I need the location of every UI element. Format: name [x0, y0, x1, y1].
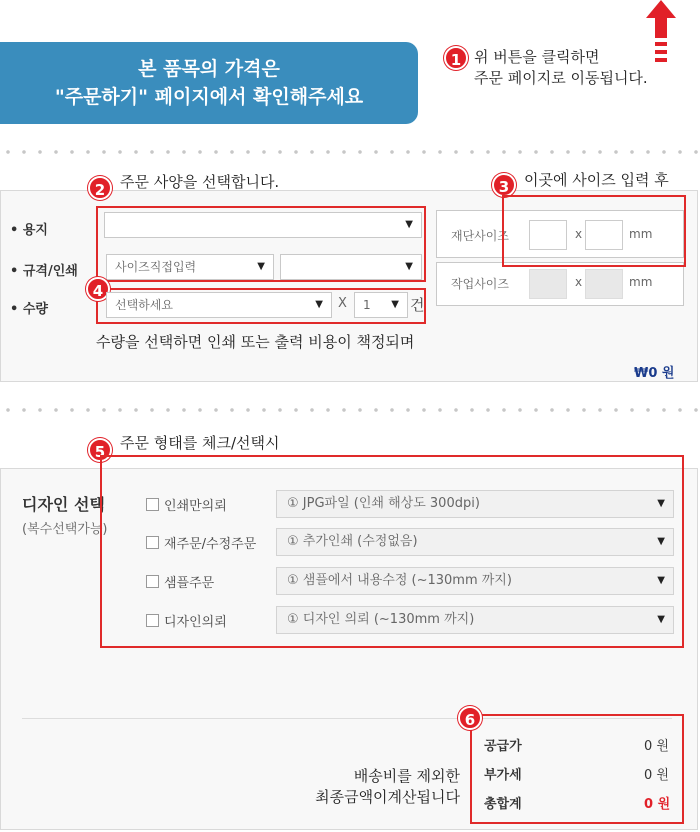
option-label: 재주문/수정주문 — [164, 537, 257, 552]
count-unit: 건 — [410, 296, 425, 314]
note-1-line-2: 주문 페이지로 이동됩니다. — [474, 69, 648, 87]
design-subtitle: (복수선택가능) — [22, 522, 108, 537]
quantity-select-value: 선택하세요 — [115, 298, 173, 312]
supply-value: 0 원 — [644, 739, 669, 754]
print-select[interactable] — [280, 254, 422, 280]
vat-label: 부가세 — [484, 768, 522, 783]
option-label: 샘플주문 — [164, 576, 215, 591]
design-option-row — [146, 528, 676, 558]
dropdown-arrow-icon: ▼ — [657, 536, 665, 547]
size-select-value: 사이즈직접입력 — [115, 260, 197, 274]
note-4: 수량을 선택하면 인쇄 또는 출력 비용이 책정되며 — [96, 333, 415, 351]
step-badge-2: 2 — [88, 176, 112, 200]
paper-select[interactable] — [104, 212, 422, 238]
option-select-value: ① 추가인쇄 (수정없음) — [287, 534, 418, 549]
option-select-value: ① JPG파일 (인쇄 해상도 300dpi) — [287, 496, 480, 511]
final-note-line-1: 배송비를 제외한 — [353, 767, 460, 785]
dropdown-arrow-icon: ▼ — [657, 575, 665, 586]
checkbox[interactable] — [146, 614, 159, 627]
work-size-box — [436, 262, 684, 306]
dotted-divider — [0, 150, 700, 154]
dropdown-arrow-icon: ▼ — [405, 219, 413, 230]
price-display: ₩0 원 — [634, 366, 675, 381]
quantity-label: • 수량 — [10, 302, 48, 317]
option-select-value: ① 디자인 의뢰 (~130mm 까지) — [287, 612, 475, 627]
step-badge-4: 4 — [86, 277, 110, 301]
dropdown-arrow-icon: ▼ — [391, 299, 399, 310]
paper-label: • 용지 — [10, 223, 48, 238]
work-size-width-field — [529, 269, 567, 299]
step-badge-1: 1 — [444, 46, 468, 70]
cut-size-label: 재단사이즈 — [451, 229, 509, 243]
option-select[interactable] — [276, 567, 674, 595]
multiply-sign: X — [338, 296, 347, 311]
banner-line-1: 본 품목의 가격은 — [138, 58, 280, 80]
step-badge-3: 3 — [492, 173, 516, 197]
dropdown-arrow-icon: ▼ — [657, 614, 665, 625]
note-1 — [474, 47, 648, 89]
final-note — [300, 766, 460, 808]
quantity-select[interactable] — [106, 292, 332, 318]
design-title: 디자인 선택 — [22, 495, 105, 514]
size-select[interactable] — [106, 254, 274, 280]
dropdown-arrow-icon: ▼ — [657, 498, 665, 509]
checkbox[interactable] — [146, 498, 159, 511]
size-print-label: • 규격/인쇄 — [10, 264, 78, 279]
final-note-line-2: 최종금액이계산됩니다 — [315, 788, 460, 806]
work-size-height-field — [585, 269, 623, 299]
count-select[interactable] — [354, 292, 408, 318]
checkbox[interactable] — [146, 575, 159, 588]
option-select-value: ① 샘플에서 내용수정 (~130mm 까지) — [287, 573, 512, 588]
option-select[interactable] — [276, 490, 674, 518]
dropdown-arrow-icon: ▼ — [405, 261, 413, 272]
step-badge-5: 5 — [88, 438, 112, 462]
dotted-divider — [0, 408, 700, 412]
vat-value: 0 원 — [644, 768, 669, 783]
dropdown-arrow-icon: ▼ — [315, 299, 323, 310]
up-arrow-icon — [646, 0, 676, 64]
option-select[interactable] — [276, 606, 674, 634]
work-size-unit: mm — [629, 275, 653, 289]
total-label: 총합계 — [484, 797, 522, 812]
count-select-value: 1 — [363, 298, 371, 312]
work-size-label: 작업사이즈 — [451, 277, 509, 291]
note-1-line-1: 위 버튼을 클릭하면 — [474, 48, 600, 66]
work-size-x: x — [575, 275, 583, 289]
option-label: 인쇄만의뢰 — [164, 499, 227, 514]
price-notice-banner — [0, 42, 418, 124]
supply-label: 공급가 — [484, 739, 522, 754]
note-5: 주문 형태를 체크/선택시 — [120, 434, 280, 452]
design-option-row — [146, 567, 676, 597]
total-value: 0 원 — [644, 797, 671, 812]
design-option-row — [146, 606, 676, 636]
cut-size-unit: mm — [629, 227, 653, 241]
cut-size-x: x — [575, 227, 583, 241]
design-option-row — [146, 490, 676, 520]
option-label: 디자인의뢰 — [164, 615, 227, 630]
banner-line-2: "주문하기" 페이지에서 확인해주세요 — [54, 86, 364, 108]
option-select[interactable] — [276, 528, 674, 556]
dropdown-arrow-icon: ▼ — [257, 261, 265, 272]
checkbox[interactable] — [146, 536, 159, 549]
step-badge-6: 6 — [458, 706, 482, 730]
note-2: 주문 사양을 선택합니다. — [120, 173, 280, 191]
size-highlight-box — [502, 195, 686, 267]
note-3: 이곳에 사이즈 입력 후 — [524, 171, 669, 189]
